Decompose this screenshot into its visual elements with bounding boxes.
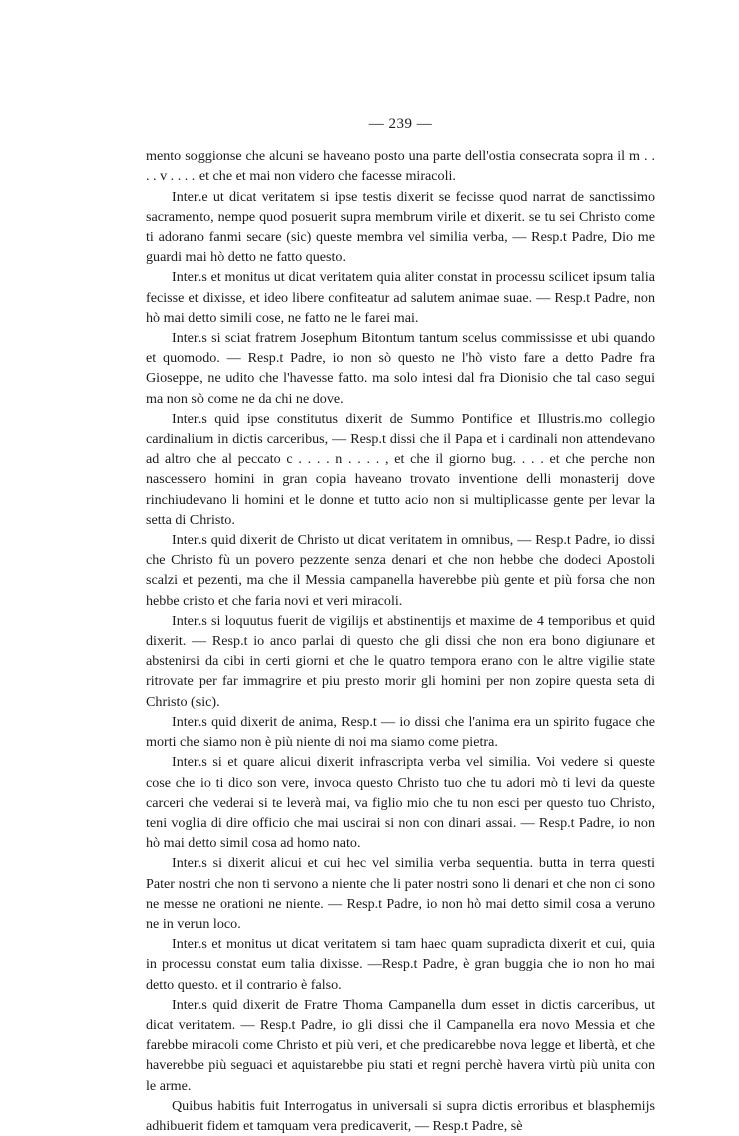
paragraph: Inter.e ut dicat veritatem si ipse testis dixerit se fecisse quod narrat de sanctissimo sacramento, nempe quod posuerit supra membrum virile et dixerit. se tu sei Christo come ti adorano fanmi secare (sic) queste membra vel similia verba, — Resp.t Padre, Dio me guardi mai hò detto ne fatto questo. (146, 188, 655, 266)
page-number: — 239 — (368, 116, 433, 132)
paragraph: Inter.s si dixerit alicui et cui hec vel similia verba sequentia. butta in terra questi Pater nostri che non ti servono a niente che li pater nostri sono li denari et che non ci sono ne messe ne orationi ne niente. — Resp.t Padre, io non hò mai detto simil cosa a veruno ne in verun loco. (146, 855, 655, 932)
paragraph: Inter.s quid dixerit de Christo ut dicat veritatem in omnibus, — Resp.t Padre, io dissi che Christo fù un povero pezzente senza denari et che non hebbe che dodeci Apostoli scalzi et pezenti, ma che il Messia campanella haverebbe più gente et più forsa che non hebbe cristo et che faria novi et veri miracoli. (146, 532, 655, 609)
paragraph: Inter.s si loquutus fuerit de vigilijs et abstinentijs et maxime de 4 temporibus et quid dixerit. — Resp.t io anco parlai di questo che gli dissi che non era bono digiunare et abstenirsi da cibi in certi giorni et che le quatro tempora erano con le altre vigilie state ritrovate per far immagrire et piu presto morir gli homini per non zopire questa seta di Christo (sic). (146, 612, 655, 710)
paragraph: Inter.s quid ipse constitutus dixerit de Summo Pontifice et Illustris.mo collegio cardinalium in dictis carceribus, — Resp.t dissi che il Papa et i cardinali non attendevano ad altro che al peccato c . . . . n . . . . , et che il giorno bug. . . . et che perche non nascessero homini in gran copia haveano trovato inventione delli monasterij dove rinchiudevano li homini et le donne et tutto acio non si multiplicasse gente per levar la setta di Christo. (146, 410, 655, 528)
paragraph: Inter.s et monitus ut dicat veritatem si tam haec quam supradicta dixerit et cui, quia in processu constat eum talia dixisse. —Resp.t Padre, è gran buggia che io non ho mai detto questo. et il contrario è falso. (146, 936, 655, 993)
paragraph: mento soggionse che alcuni se haveano posto una parte dell'ostia consecrata sopra il m . . . . v . . . . et che et mai non videro che facesse miracoli. (146, 148, 655, 185)
document-page (146, 114, 655, 1136)
body-text (146, 146, 655, 1136)
paragraph: Quibus habitis fuit Interrogatus in universali si supra dictis erroribus et blasphemijs adhibuerit fidem et tamquam vera predicaverit, — Resp.t Padre, sè (146, 1097, 655, 1134)
paragraph: Inter.s quid dixerit de anima, Resp.t — io dissi che l'anima era un spirito fugace che morti che siamo non è più niente di noi ma siamo come pietra. (146, 713, 655, 751)
paragraph: Inter.s si et quare alicui dixerit infrascripta verba vel similia. Voi vedere si queste cose che io ti dico son vere, invoca questo Christo tuo che tu adori mò ti levi da queste carceri che vederai si te leverà mai, va figlio mio che tu non esci per questo tuo Christo, teni voglia di dire officio che mai uscirai si non con dinari assai. — Resp.t Padre, io non hò mai detto simil cosa ad homo nato. (146, 754, 655, 852)
paragraph: Inter.s si sciat fratrem Josephum Bitontum tantum scelus commississe et ubi quando et quomodo. — Resp.t Padre, io non sò questo ne l'hò visto fare a detto Padre fra Gioseppe, ne udito che l'havesse fatto. ma solo intesi dal fra Dionisio che tal caso segui ma non sò come ne da chi ne dove. (146, 330, 655, 407)
paragraph: Inter.s quid dixerit de Fratre Thoma Campanella dum esset in dictis carceribus, ut dicat veritatem. — Resp.t Padre, io gli dissi che il Campanella era novo Messia et che farebbe miracoli come Christo et più veri, et che predicarebbe nova legge et libertà, et che haverebbe più seguaci et aquistarebbe piu stati et regni perchè havera virtù più unita con le arme. (146, 996, 655, 1094)
paragraph: Inter.s et monitus ut dicat veritatem quia aliter constat in processu scilicet ipsum talia fecisse et dixisse, et ideo libere confiteatur ad salutem animae suae. — Resp.t Padre, non hò mai detto simili cose, ne fatto ne le farei mai. (146, 269, 655, 326)
